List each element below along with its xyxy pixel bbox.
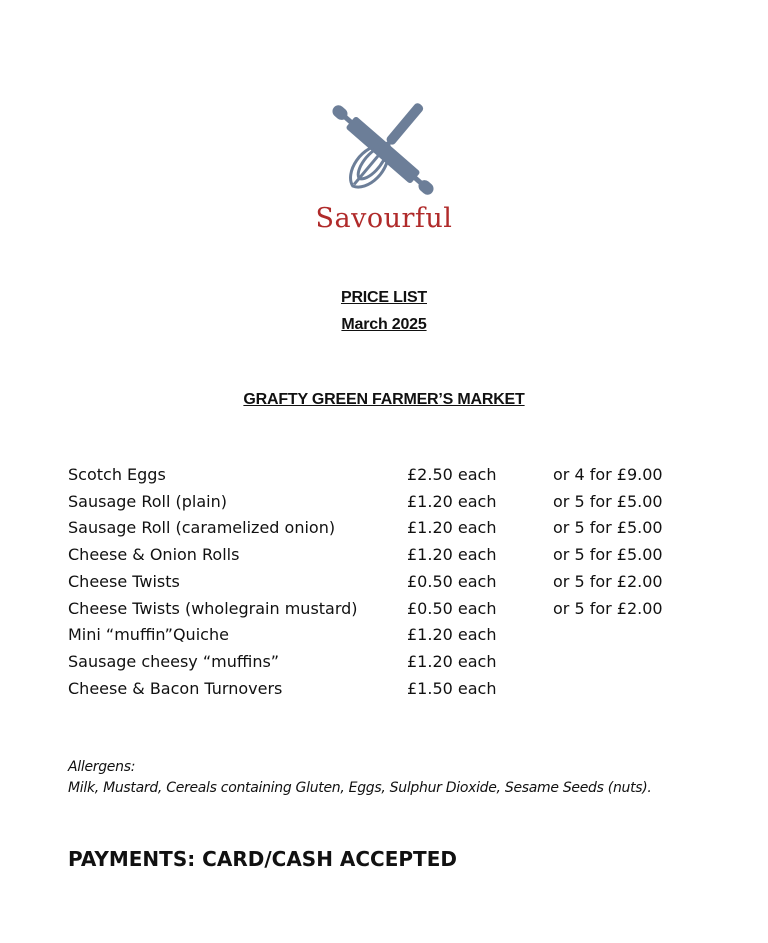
allergens-label: Allergens: (68, 759, 136, 775)
item-offer: or 5 for £5.00 (553, 518, 663, 538)
item-name: Cheese Twists (wholegrain mustard) (68, 598, 358, 618)
allergens-section (68, 757, 652, 799)
item-name: Scotch Eggs (68, 465, 166, 484)
table-row (68, 542, 708, 569)
item-name: Sausage cheesy “muffins” (68, 651, 280, 671)
item-offer (553, 649, 708, 676)
item-name: Sausage Roll (plain) (68, 491, 227, 511)
item-offer: or 5 for £5.00 (553, 491, 663, 511)
item-offer (553, 676, 708, 703)
item-price: £1.50 each (407, 678, 497, 698)
table-row (68, 596, 708, 623)
item-price: £1.20 each (407, 518, 497, 538)
item-price: £1.20 each (407, 545, 497, 565)
item-name: Cheese & Bacon Turnovers (68, 678, 283, 698)
item-offer: or 5 for £5.00 (553, 545, 663, 565)
item-offer (553, 622, 708, 649)
rolling-pin-and-whisk-icon (322, 100, 444, 200)
item-name: Cheese & Onion Rolls (68, 545, 240, 565)
item-price: £2.50 each (407, 465, 497, 484)
item-offer: or 5 for £2.00 (553, 598, 663, 618)
table-row (68, 462, 708, 489)
item-price: £0.50 each (407, 571, 497, 591)
table-row (68, 676, 708, 703)
price-list-date: March 2025 (341, 316, 427, 333)
brand-name: Savourful (315, 203, 453, 234)
market-name: GRAFTY GREEN FARMER’S MARKET (243, 391, 525, 408)
item-name: Cheese Twists (68, 571, 180, 591)
payments-notice: PAYMENTS: CARD/CASH ACCEPTED (68, 847, 457, 871)
table-row (68, 489, 708, 516)
allergens-list: Milk, Mustard, Cereals containing Gluten, Eggs, Sulphur Dioxide, Sesame Seeds (nuts). (68, 780, 652, 796)
item-offer: or 5 for £2.00 (553, 571, 663, 591)
item-offer: or 4 for £9.00 (553, 465, 663, 484)
item-price: £1.20 each (407, 625, 497, 645)
item-price: £1.20 each (407, 491, 497, 511)
item-name: Mini “muffin”Quiche (68, 625, 229, 645)
page-title: PRICE LIST (340, 289, 427, 306)
item-name: Sausage Roll (caramelized onion) (68, 518, 336, 538)
table-row (68, 622, 708, 649)
item-price: £0.50 each (407, 598, 497, 618)
price-list-table (68, 462, 708, 702)
item-price: £1.20 each (407, 651, 497, 671)
table-row (68, 515, 708, 542)
table-row (68, 569, 708, 596)
table-row (68, 649, 708, 676)
